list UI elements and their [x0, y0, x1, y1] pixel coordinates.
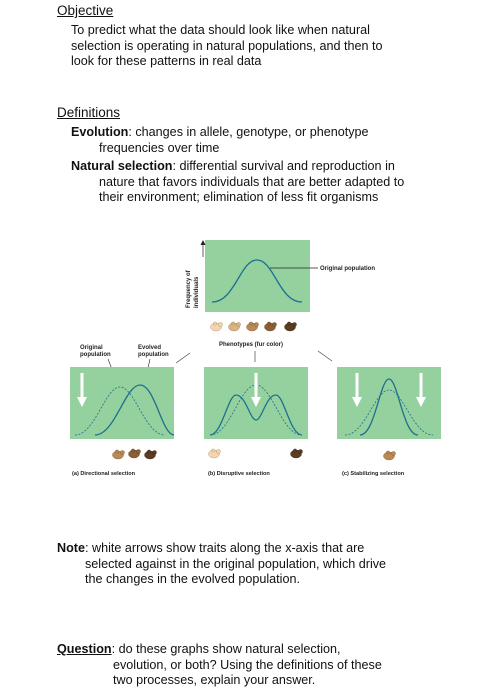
objective-line-3: look for these patterns in real data: [71, 54, 262, 68]
caption-stabilizing: (c) Stabilizing selection: [342, 471, 405, 477]
natural-selection-line-2: nature that favors individuals that are better adapted to: [99, 174, 405, 189]
phenotypes-label: Phenotypes (fur color): [219, 342, 284, 348]
natural-selection-definition: [71, 159, 404, 206]
arrow-to-stabilizing: [318, 351, 332, 361]
original-label-line-1: Original: [80, 345, 103, 351]
note-line-2: selected against in the original population, which drive: [85, 556, 387, 571]
objective-heading: Objective: [57, 3, 114, 18]
evolution-definition: [71, 125, 369, 156]
evolution-line-2: frequencies over time: [99, 140, 220, 155]
question-line-3: two processes, explain your answer.: [113, 673, 316, 687]
natural-selection-line-1: : differential survival and reproduction in: [172, 159, 395, 173]
question-block: [57, 642, 382, 689]
arrow-to-directional: [176, 353, 190, 363]
panel-stabilizing: [337, 367, 441, 439]
natural-selection-term: Natural selection: [71, 159, 173, 173]
note-line-1: : white arrows show traits along the x-axis that are: [85, 541, 365, 555]
question-line-1: : do these graphs show natural selection,: [111, 642, 341, 656]
original-population-label: Original population: [320, 266, 375, 272]
natural-selection-line-3: their environment; elimination of less fit organisms: [99, 190, 379, 204]
caption-directional: (a) Directional selection: [72, 471, 136, 477]
caption-disruptive: (b) Disruptive selection: [208, 471, 270, 477]
definitions-heading: Definitions: [57, 105, 121, 120]
note-line-3: the changes in the evolved population.: [85, 572, 300, 586]
disruptive-mice: [209, 449, 303, 458]
note-term: Note: [57, 541, 85, 555]
evolved-label-line-1: Evolved: [138, 345, 162, 351]
evolved-label-line-2: population: [138, 352, 169, 358]
evolution-term: Evolution: [71, 125, 129, 139]
directional-mice: [113, 449, 157, 459]
objective-text: [71, 23, 383, 70]
objective-line-2: selection is operating in natural populations, and then to: [71, 38, 383, 53]
y-axis-arrowhead: [201, 240, 206, 245]
phenotype-mice-row: [211, 322, 297, 331]
question-term: Question: [57, 642, 112, 656]
y-axis-label-2: individuals: [194, 276, 200, 308]
evolution-line-1: : changes in allele, genotype, or phenotype: [128, 125, 369, 139]
objective-line-1: To predict what the data should look like when natural: [71, 23, 370, 37]
y-axis-label-1: Frequency of: [186, 270, 192, 308]
question-line-2: evolution, or both? Using the definitions of these: [113, 657, 382, 672]
stabilizing-mice: [384, 451, 396, 460]
original-population-panel: [205, 240, 310, 312]
natural-selection-figure: [0, 235, 479, 480]
panel-disruptive: [204, 367, 308, 439]
panel-directional: [70, 367, 174, 439]
note-block: [57, 541, 386, 588]
original-label-line-2: population: [80, 352, 111, 358]
